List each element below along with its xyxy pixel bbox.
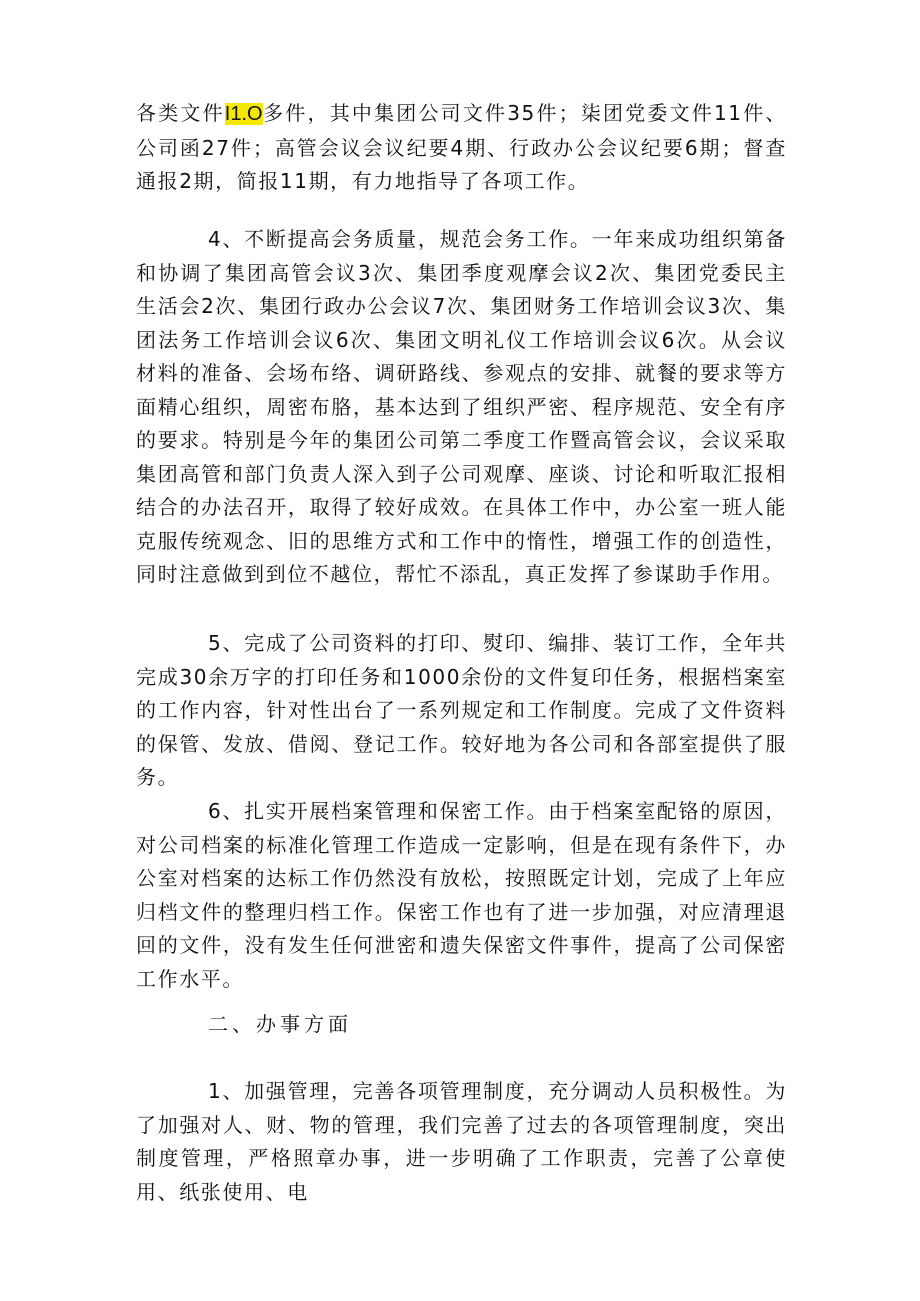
section-heading: 二、办事方面 <box>208 1012 352 1036</box>
paragraph-printing-work: 5、完成了公司资料的打印、熨印、编排、装订工作，全年共完成30余万字的打印任务和1000余份的文件复印任务，根据档案室的工作内容，针对性出台了一系列规定和工作制度。完成了文件资料的保管、发放、借阅、登记工作。较好地为各公司和各部室提供了服务。 <box>136 631 787 789</box>
paragraph-archive-security: 6、扎实开展档案管理和保密工作。由于档案室配铬的原因，对公司档案的标准化管理工作造成一定影响，但是在现有条件下，办公室对档案的达标工作仍然没有放松，按照既定计划，完成了上年应归档文件的整理归档工作。保密工作也有了进一步加强，对应清理退回的文件，没有发生任何泄密和遗失保密文件事件，提高了公司保密工作水平。 <box>136 799 787 991</box>
paragraph-file-stats <box>136 97 787 199</box>
paragraph-meeting-quality: 4、不断提高会务质量，规范会务工作。一年来成功组织第备和协调了集团高管会议3次、集团季度观摩会议2次、集团党委民主生活会2次、集团行政办公会议7次、集团财务工作培训会议3次、集团法务工作培训会议6次、集团文明礼仪工作培训会议6次。从会议材料的准备、会场布络、调研路线、参观点的安排、就餐的要求等方面精心组织，周密布胳，基本达到了组织严密、程序规范、安全有序的要求。特别是今年的集团公司第二季度工作暨高管会议，会议采取集团高管和部门负责人深入到子公司观摩、座谈、讨论和听取汇报相结合的办法召开，取得了较好成效。在具体工作中，办公室一班人能克服传统观念、旧的思维方式和工作中的惰性，增强工作的创造性，同时注意做到到位不越位，帮忙不添乱，真正发挥了参谋助手作用。 <box>136 227 787 586</box>
highlighted-text: I1.O <box>224 103 263 125</box>
paragraph-management: 1、加强管理，完善各项管理制度，充分调动人员积极性。为了加强对人、财、物的管理，我们完善了过去的各项管理制度，突出制度管理，严格照章办事，进一步明确了工作职责，完善了公章使用、纸张使用、电 <box>136 1079 787 1204</box>
paragraph-file-stats-lead: 各类文件 <box>136 101 225 125</box>
paragraph-file-stats-rest: 多件，其中集团公司文件35件；柒团党委文件11件、公司函27件；高管会议会议纪要4期、行政办公会议纪要6期；督查通报2期，简报11期，有力地指导了各项工作。 <box>136 101 787 193</box>
